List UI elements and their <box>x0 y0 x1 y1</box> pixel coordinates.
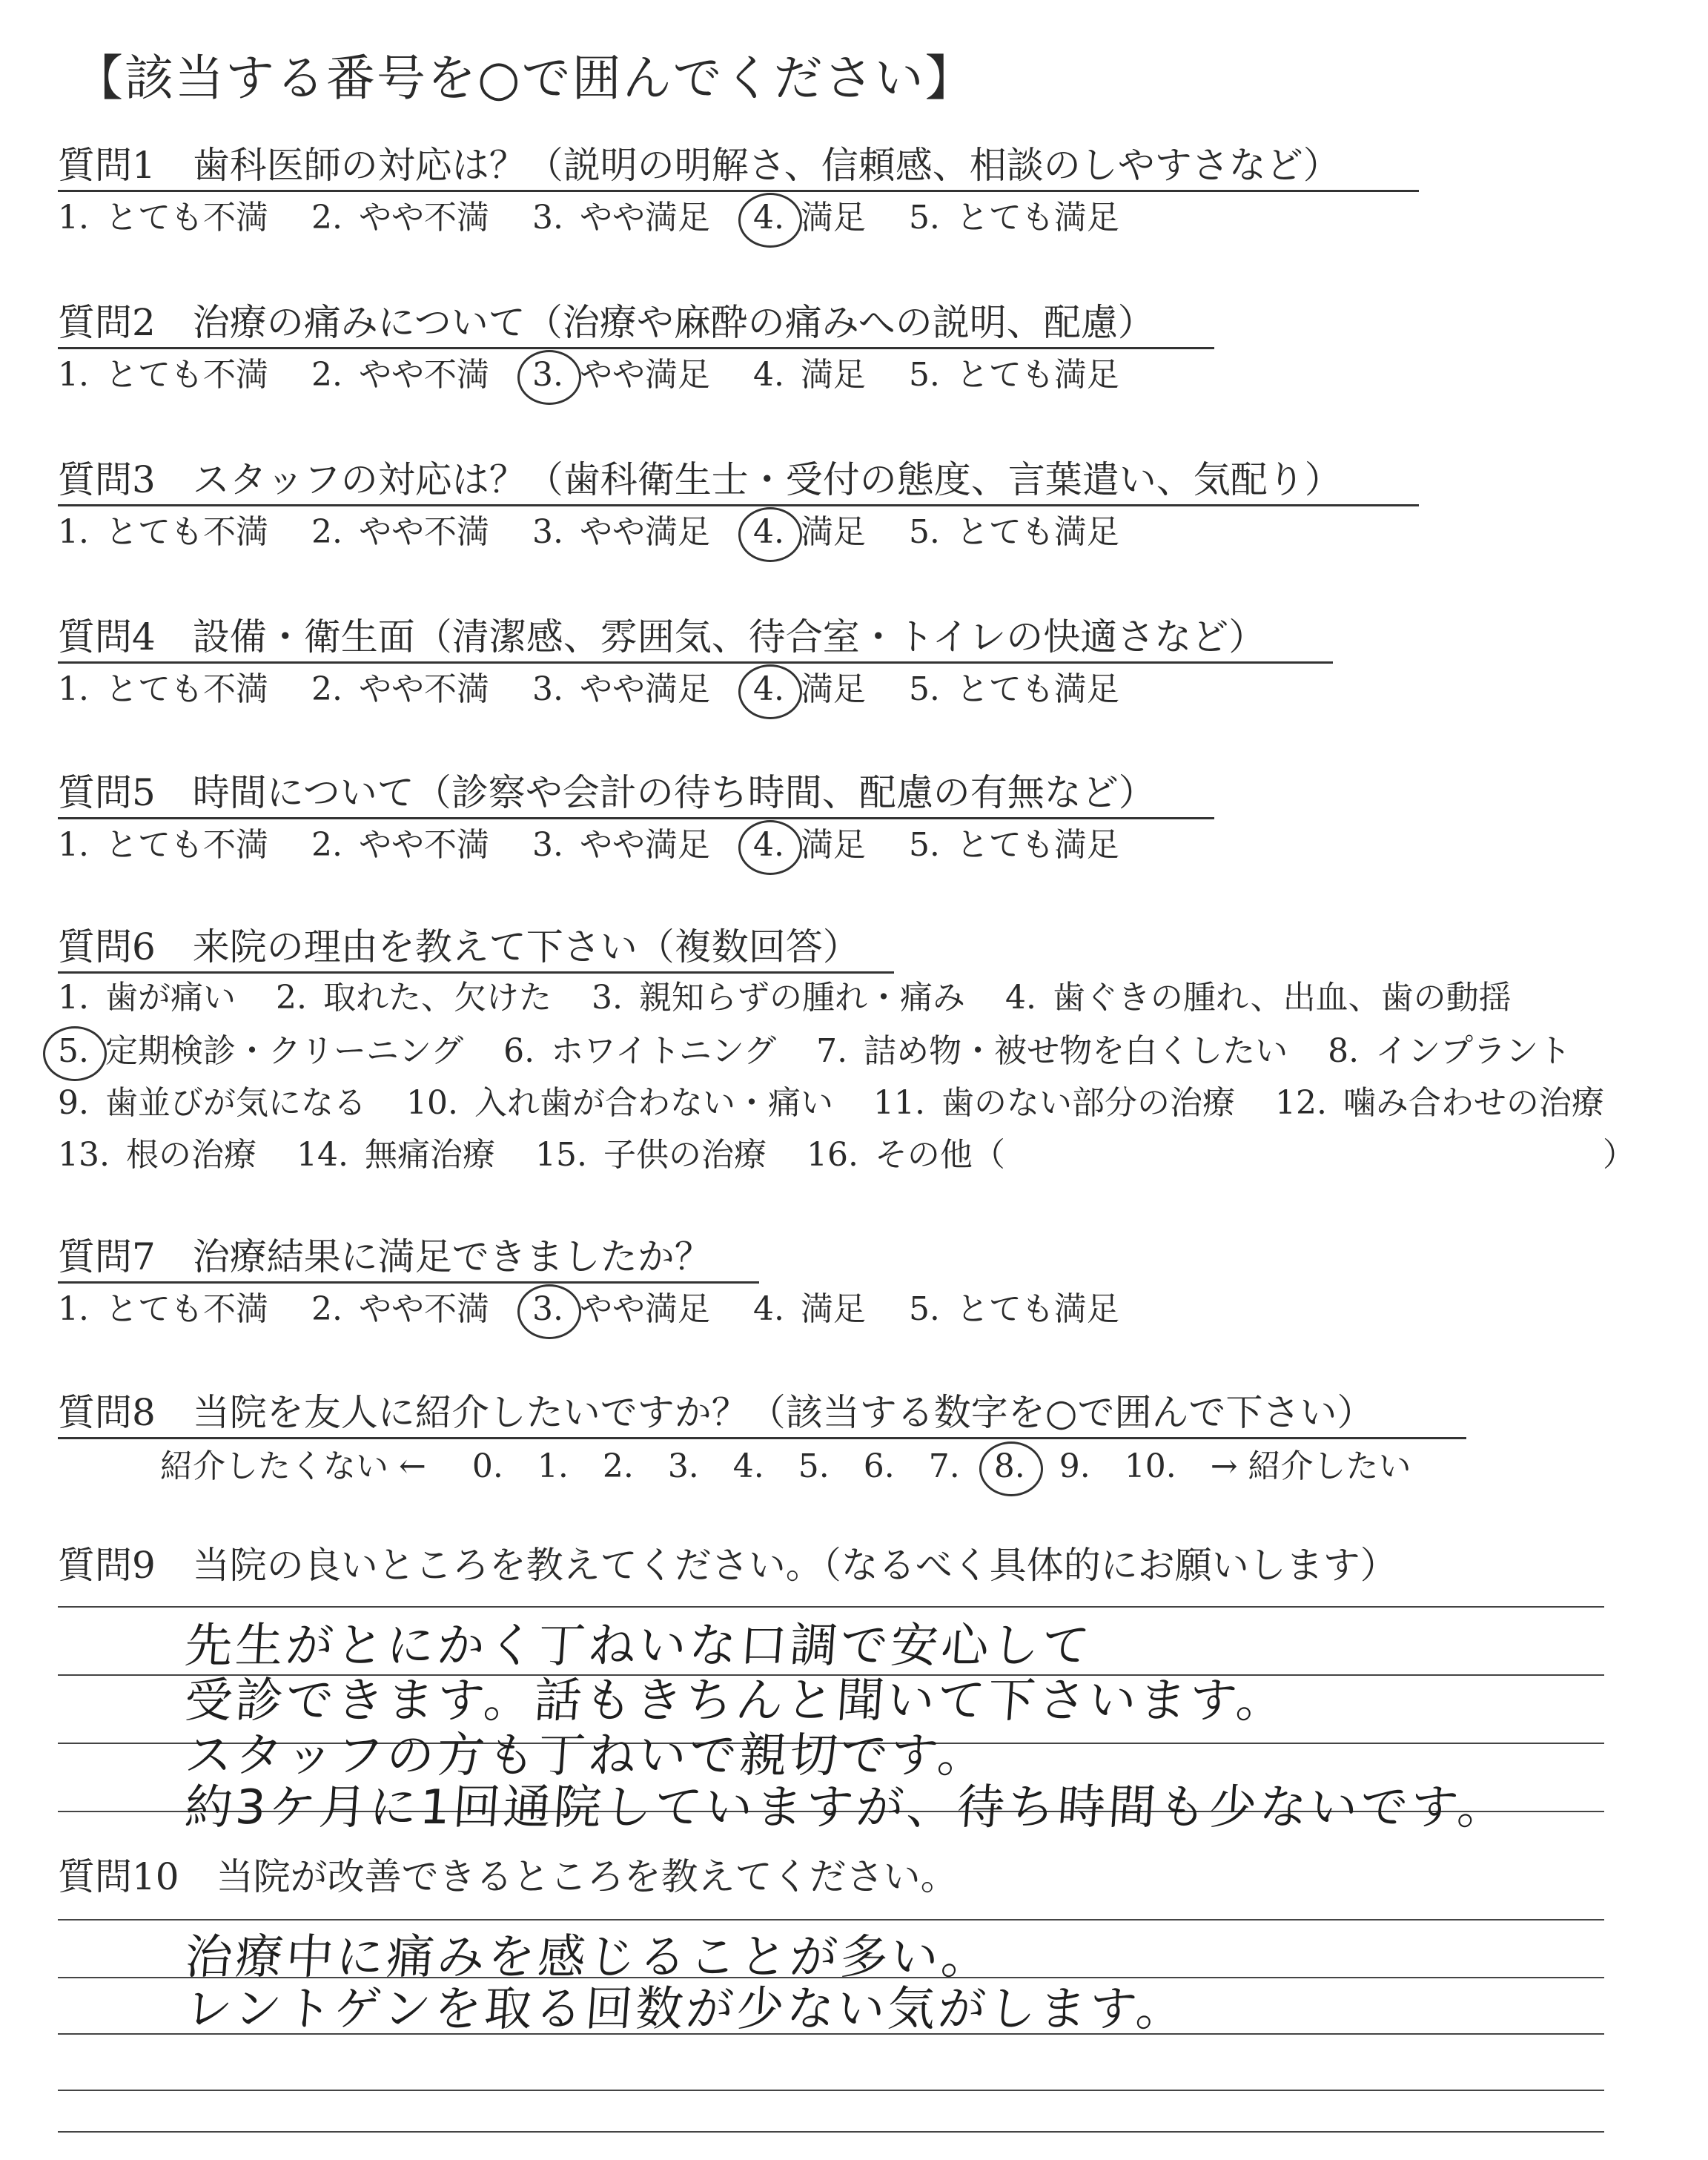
q10-handwriting-line: 治療中に痛みを感じることが多い。 <box>182 1930 994 1985</box>
q5-option-number: 1. <box>58 826 89 864</box>
q4-option-number: 4. <box>753 669 784 710</box>
q1-option-label: とても満足 <box>956 199 1119 237</box>
q1-underline <box>58 190 1419 192</box>
q8-scale-8[interactable] <box>994 1446 1025 1487</box>
q8-scale-0[interactable] <box>472 1446 503 1487</box>
q1-option-4[interactable] <box>753 197 866 239</box>
q7-title: 質問7 治療結果に満足できましたか？ <box>58 1235 712 1278</box>
q6-option-number: 7. <box>816 1032 848 1070</box>
q5-option-label: とても不満 <box>105 826 268 864</box>
q3-option-label: とても不満 <box>105 513 268 551</box>
q3-title: 質問3 スタッフの対応は？（歯科衛生士・受付の態度、言葉遣い、気配り） <box>58 458 1342 501</box>
q2-option-5[interactable] <box>909 354 1119 396</box>
q1-option-1[interactable] <box>58 197 268 239</box>
q6-option-number: 10. <box>406 1084 458 1122</box>
q2-options <box>58 354 1162 396</box>
q8-scale-7[interactable] <box>929 1446 960 1487</box>
q5-option-number: 2. <box>311 826 342 864</box>
q4-option-2[interactable] <box>311 669 489 710</box>
q6-option-label: 歯が痛い <box>105 979 236 1017</box>
q6-option[interactable] <box>276 977 552 1019</box>
q8-scale-4[interactable] <box>733 1446 764 1487</box>
q2-option-number: 3. <box>532 354 563 396</box>
q10-handwriting-line: レントゲンを取る回数が少ない気がします。 <box>182 1982 1188 2037</box>
q6-option-number: 6. <box>503 1032 535 1070</box>
q6-option-number: 4. <box>1004 979 1036 1017</box>
q5-option-label: 満足 <box>800 826 866 864</box>
q8-scale-row <box>160 1446 1457 1487</box>
q6-option-label: 歯のない部分の治療 <box>941 1084 1235 1122</box>
q2-option-2[interactable] <box>311 354 489 396</box>
q1-option-5[interactable] <box>909 197 1119 239</box>
q5-title: 質問5 時間について（診察や会計の待ち時間、配慮の有無など） <box>58 771 1156 814</box>
q8-right-label: → 紹介したい <box>1210 1447 1411 1485</box>
q5-option-4[interactable] <box>753 825 866 866</box>
q6-row <box>58 1135 1045 1176</box>
q6-row <box>58 977 1552 1019</box>
q2-option-4[interactable] <box>753 354 866 396</box>
q4-option-number: 5. <box>908 670 940 708</box>
q6-option-label: 歯並びが気になる <box>105 1084 366 1122</box>
q6-option[interactable] <box>592 977 965 1019</box>
q6-option[interactable] <box>58 1135 256 1176</box>
q3-option-number: 2. <box>311 513 342 551</box>
q3-option-label: 満足 <box>800 513 866 551</box>
q7-option-number: 2. <box>311 1290 342 1328</box>
q6-option[interactable] <box>58 977 236 1019</box>
q6-option[interactable] <box>1005 977 1512 1019</box>
q7-option-2[interactable] <box>311 1289 489 1330</box>
q6-option-number: 2. <box>275 979 307 1017</box>
q7-option-number: 4. <box>752 1290 784 1328</box>
q6-option[interactable] <box>873 1083 1235 1124</box>
q6-option[interactable] <box>58 1083 366 1124</box>
q6-option[interactable] <box>503 1031 776 1072</box>
q2-option-label: 満足 <box>800 356 866 394</box>
q4-option-label: やや満足 <box>579 670 710 708</box>
q8-scale <box>472 1446 1211 1487</box>
q8-scale-number: 7. <box>928 1447 960 1485</box>
q8-scale-5[interactable] <box>798 1446 830 1487</box>
q7-option-label: とても満足 <box>956 1290 1119 1328</box>
q6-option-label: 親知らずの腫れ・痛み <box>638 979 965 1017</box>
q5-option-number: 5. <box>908 826 940 864</box>
q6-underline <box>58 971 894 974</box>
q2-option-number: 5. <box>908 356 940 394</box>
q8-scale-number: 8. <box>994 1446 1025 1487</box>
q4-option-3[interactable] <box>532 669 710 710</box>
q9-title: 質問9 当院の良いところを教えてください。（なるべく具体的にお願いします） <box>58 1544 1397 1587</box>
q4-option-number: 2. <box>311 670 342 708</box>
q5-option-label: とても満足 <box>956 826 1119 864</box>
q8-scale-number: 9. <box>1059 1447 1090 1485</box>
q6-option[interactable] <box>297 1135 495 1176</box>
q6-option-number: 13. <box>58 1136 110 1174</box>
q5-underline <box>58 817 1214 819</box>
q1-option-number: 2. <box>311 199 342 237</box>
q6-option-number: 3. <box>591 979 623 1017</box>
q6-option-number: 14. <box>296 1136 348 1174</box>
q9-handwriting-line: スタッフの方も丁ねいで親切です。 <box>182 1728 990 1783</box>
q1-option-number: 4. <box>753 197 784 239</box>
q8-title: 質問8 当院を友人に紹介したいですか？（該当する数字を○で囲んで下さい） <box>58 1391 1374 1434</box>
q8-scale-number: 6. <box>863 1447 895 1485</box>
q6-other-close-paren: ） <box>1603 1136 1635 1174</box>
q7-option-number: 1. <box>58 1290 89 1328</box>
q6-option[interactable] <box>816 1031 1288 1072</box>
q3-option-label: やや不満 <box>358 513 489 551</box>
q2-option-label: やや満足 <box>579 356 710 394</box>
q7-option-5[interactable] <box>909 1289 1119 1330</box>
q6-option[interactable] <box>58 1031 463 1072</box>
q6-option-label: 詰め物・被せ物を白くしたい <box>864 1032 1288 1070</box>
q8-scale-number: 3. <box>667 1447 699 1485</box>
q8-scale-number: 2. <box>602 1447 634 1485</box>
q6-option-number: 5. <box>58 1031 89 1072</box>
q8-scale-number: 10. <box>1124 1447 1176 1485</box>
q6-option-number: 9. <box>58 1084 89 1122</box>
q4-option-label: とても不満 <box>105 670 268 708</box>
q3-option-3[interactable] <box>532 512 710 553</box>
q6-option-number: 15. <box>534 1136 587 1174</box>
q8-scale-number: 4. <box>732 1447 764 1485</box>
q5-option-5[interactable] <box>909 825 1119 866</box>
q4-option-1[interactable] <box>58 669 268 710</box>
q5-option-number: 3. <box>532 826 563 864</box>
q4-option-label: 満足 <box>800 670 866 708</box>
q6-option[interactable] <box>807 1135 1005 1176</box>
q6-title: 質問6 来院の理由を教えて下さい（複数回答） <box>58 925 860 968</box>
q2-underline <box>58 347 1214 349</box>
q4-option-label: やや不満 <box>358 670 489 708</box>
q6-option[interactable] <box>535 1135 767 1176</box>
q2-option-number: 2. <box>311 356 342 394</box>
q8-scale-2[interactable] <box>603 1446 634 1487</box>
q4-title: 質問4 設備・衛生面（清潔感、雰囲気、待合室・トイレの快適さなど） <box>58 615 1266 658</box>
q7-option-label: やや満足 <box>579 1290 710 1328</box>
q2-option-number: 4. <box>752 356 784 394</box>
q6-option-label: その他（ <box>874 1136 1005 1174</box>
q8-left-label: 紹介したくない ← <box>160 1447 426 1485</box>
q3-option-label: とても満足 <box>956 513 1119 551</box>
q10-write-line <box>58 2090 1604 2091</box>
q9-handwriting-line: 受診できます。話もきちんと聞いて下さいます。 <box>182 1674 1288 1728</box>
q4-option-label: とても満足 <box>956 670 1119 708</box>
q7-option-number: 5. <box>908 1290 940 1328</box>
q9-handwriting-line: 先生がとにかく丁ねいな口調で安心して <box>182 1619 1095 1674</box>
q1-options <box>58 197 1162 239</box>
q6-option[interactable] <box>406 1083 833 1124</box>
q3-option-number: 1. <box>58 513 89 551</box>
q6-option-label: 無痛治療 <box>364 1136 495 1174</box>
q7-option-label: 満足 <box>800 1290 866 1328</box>
q5-option-label: やや不満 <box>358 826 489 864</box>
q6-option-number: 16. <box>806 1136 858 1174</box>
q1-option-label: 満足 <box>800 199 866 237</box>
q8-scale-9[interactable] <box>1059 1446 1090 1487</box>
q2-title: 質問2 治療の痛みについて（治療や麻酔の痛みへの説明、配慮） <box>58 301 1155 344</box>
q6-option-label: ホワイトニング <box>551 1032 777 1070</box>
q5-option-3[interactable] <box>532 825 710 866</box>
q8-scale-number: 0. <box>471 1447 503 1485</box>
q6-option-number: 12. <box>1274 1084 1327 1122</box>
q3-option-4[interactable] <box>753 512 866 553</box>
q4-options <box>58 669 1162 710</box>
q10-write-line <box>58 2131 1604 2133</box>
q7-option-3[interactable] <box>532 1289 710 1330</box>
q6-option-label: 子供の治療 <box>603 1136 767 1174</box>
q7-underline <box>58 1281 759 1284</box>
q6-option-number: 1. <box>58 979 89 1017</box>
q3-option-number: 3. <box>532 513 563 551</box>
q3-option-2[interactable] <box>311 512 489 553</box>
q7-option-4[interactable] <box>753 1289 866 1330</box>
q6-row <box>58 1031 1611 1072</box>
q1-option-label: とても不満 <box>105 199 268 237</box>
q6-option-label: 歯ぐきの腫れ、出血、歯の動揺 <box>1052 979 1512 1017</box>
q5-option-1[interactable] <box>58 825 268 866</box>
q8-underline <box>58 1437 1466 1439</box>
q8-scale-number: 1. <box>537 1447 569 1485</box>
q8-scale-1[interactable] <box>537 1446 569 1487</box>
q1-option-label: やや満足 <box>579 199 710 237</box>
q7-options <box>58 1289 1162 1330</box>
q1-option-3[interactable] <box>532 197 710 239</box>
q6-option-label: インプラント <box>1375 1032 1572 1070</box>
form-header: 【該当する番号を○で囲んでください】 <box>74 50 976 107</box>
q6-option-label: 入れ歯が合わない・痛い <box>474 1084 833 1122</box>
q6-option-label: 根の治療 <box>125 1136 256 1174</box>
q2-option-label: とても不満 <box>105 356 268 394</box>
q2-option-label: やや不満 <box>358 356 489 394</box>
q7-option-number: 3. <box>532 1289 563 1330</box>
q6-option-label: 噛み合わせの治療 <box>1343 1084 1604 1122</box>
q5-option-2[interactable] <box>311 825 489 866</box>
q8-scale-10[interactable] <box>1125 1446 1176 1487</box>
q6-option[interactable] <box>1275 1083 1604 1124</box>
q8-scale-3[interactable] <box>668 1446 699 1487</box>
q3-option-label: やや満足 <box>579 513 710 551</box>
q8-scale-6[interactable] <box>864 1446 895 1487</box>
q1-option-number: 3. <box>532 199 563 237</box>
q5-option-label: やや満足 <box>579 826 710 864</box>
q4-option-4[interactable] <box>753 669 866 710</box>
q6-option[interactable] <box>1328 1031 1571 1072</box>
q2-option-label: とても満足 <box>956 356 1119 394</box>
q1-title: 質問1 歯科医師の対応は？（説明の明解さ、信頼感、相談のしやすさなど） <box>58 144 1340 187</box>
q8-scale-number: 5. <box>798 1447 830 1485</box>
q6-row <box>58 1083 1644 1124</box>
q4-underline <box>58 661 1333 664</box>
q6-option-number: 8. <box>1328 1032 1360 1070</box>
q3-option-5[interactable] <box>909 512 1119 553</box>
q7-option-label: とても不満 <box>105 1290 268 1328</box>
q5-option-number: 4. <box>753 825 784 866</box>
q10-title: 質問10 当院が改善できるところを教えてください。 <box>58 1855 958 1898</box>
q3-option-number: 5. <box>908 513 940 551</box>
q6-option-label: 定期検診・クリーニング <box>105 1032 464 1070</box>
q6-option-number: 11. <box>873 1084 925 1122</box>
q2-option-1[interactable] <box>58 354 268 396</box>
q7-option-label: やや不満 <box>358 1290 489 1328</box>
q2-option-3[interactable] <box>532 354 710 396</box>
q3-option-number: 4. <box>753 512 784 553</box>
q1-option-number: 5. <box>908 199 940 237</box>
q5-options <box>58 825 1162 866</box>
q1-option-number: 1. <box>58 199 89 237</box>
q4-option-number: 3. <box>532 670 563 708</box>
q3-options <box>58 512 1162 553</box>
q6-option-label: 取れた、欠けた <box>322 979 552 1017</box>
q3-option-1[interactable] <box>58 512 268 553</box>
q2-option-number: 1. <box>58 356 89 394</box>
q1-option-label: やや不満 <box>358 199 489 237</box>
q3-underline <box>58 504 1419 506</box>
q1-option-2[interactable] <box>311 197 489 239</box>
q4-option-5[interactable] <box>909 669 1119 710</box>
q7-option-1[interactable] <box>58 1289 268 1330</box>
q9-handwriting-line: 約3ケ月に1回通院していますが、待ち時間も少ないです。 <box>182 1780 1510 1835</box>
q4-option-number: 1. <box>58 670 89 708</box>
